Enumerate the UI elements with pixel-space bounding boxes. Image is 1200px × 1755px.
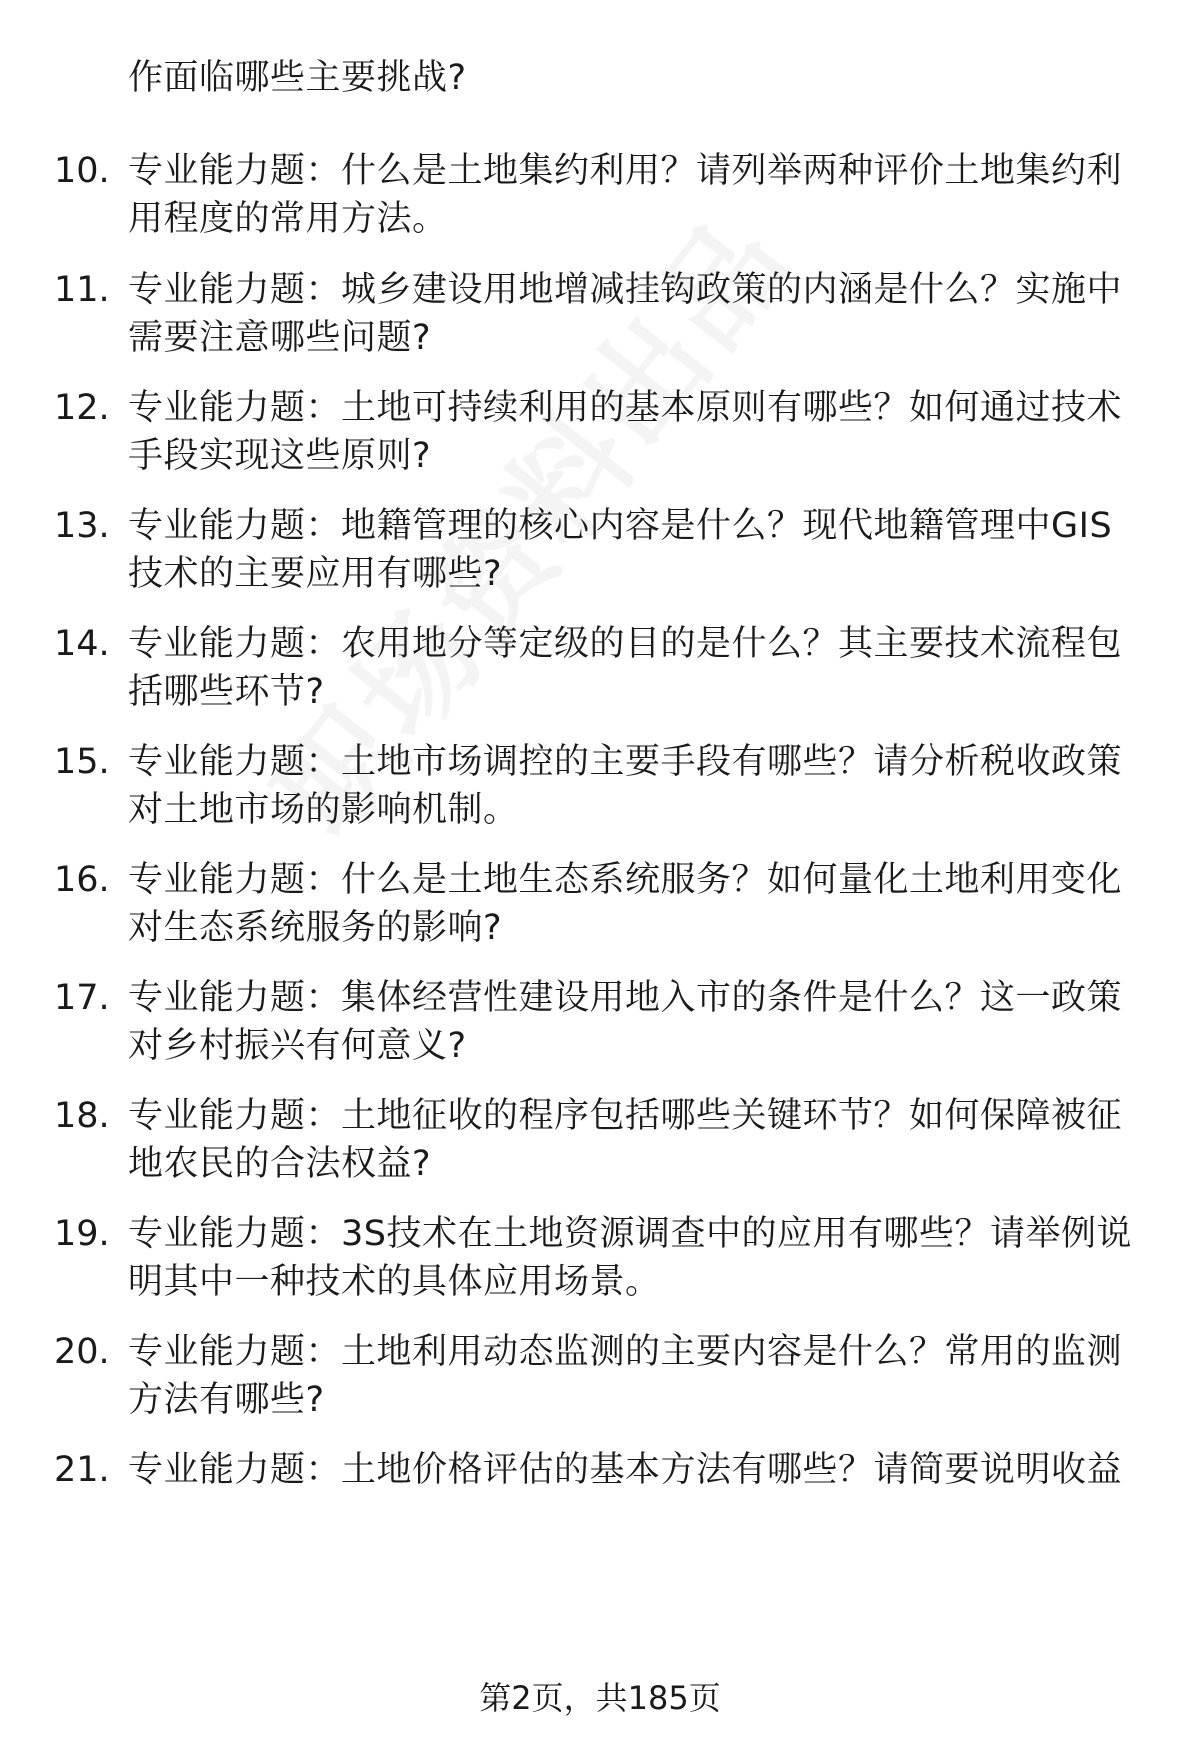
item-number: 12. <box>54 388 110 428</box>
item-number: 14. <box>54 624 110 664</box>
item-number: 10. <box>54 151 110 191</box>
intro-tail-text: 作面临哪些主要挑战? <box>128 58 467 98</box>
item-text-line2: 技术的主要应用有哪些? <box>128 554 503 594</box>
item-text-line2: 手段实现这些原则? <box>128 436 432 476</box>
item-text-line1: 专业能力题：地籍管理的核心内容是什么？现代地籍管理中GIS <box>128 506 1113 546</box>
item-number: 16. <box>54 860 110 900</box>
item-text-line1: 专业能力题：3S技术在土地资源调查中的应用有哪些？请举例说 <box>128 1214 1132 1254</box>
item-text-line1: 专业能力题：土地市场调控的主要手段有哪些？请分析税收政策 <box>128 742 1123 782</box>
item-number: 19. <box>54 1214 110 1254</box>
item-text-line2: 对乡村振兴有何意义? <box>128 1026 467 1066</box>
item-text-line2: 方法有哪些? <box>128 1380 325 1420</box>
page-footer: 第2页，共185页 <box>479 1679 721 1717</box>
item-text-line2: 地农民的合法权益? <box>128 1144 432 1184</box>
item-text-line1: 专业能力题：土地可持续利用的基本原则有哪些？如何通过技术 <box>128 388 1123 428</box>
item-text-line1: 专业能力题：土地利用动态监测的主要内容是什么？常用的监测 <box>128 1332 1123 1372</box>
item-number: 20. <box>54 1332 110 1372</box>
item-text-line1: 专业能力题：农用地分等定级的目的是什么？其主要技术流程包 <box>128 624 1123 664</box>
item-text-line2: 用程度的常用方法。 <box>128 199 448 239</box>
item-text-line2: 明其中一种技术的具体应用场景。 <box>128 1262 661 1302</box>
item-text-line1: 专业能力题：土地价格评估的基本方法有哪些？请简要说明收益 <box>128 1450 1123 1490</box>
item-number: 15. <box>54 742 110 782</box>
item-text-line1: 专业能力题：集体经营性建设用地入市的条件是什么？这一政策 <box>128 978 1123 1018</box>
item-text-line1: 专业能力题：什么是土地集约利用？请列举两种评价土地集约利 <box>128 151 1123 191</box>
item-text-line1: 专业能力题：什么是土地生态系统服务？如何量化土地利用变化 <box>128 860 1123 900</box>
item-number: 17. <box>54 978 110 1018</box>
item-number: 21. <box>54 1450 110 1490</box>
item-text-line1: 专业能力题：土地征收的程序包括哪些关键环节？如何保障被征 <box>128 1096 1123 1136</box>
item-number: 11. <box>54 270 110 310</box>
item-text-line1: 专业能力题：城乡建设用地增减挂钩政策的内涵是什么？实施中 <box>128 270 1123 310</box>
item-text-line2: 括哪些环节? <box>128 672 325 712</box>
item-text-line2: 需要注意哪些问题? <box>128 318 432 358</box>
item-text-line2: 对生态系统服务的影响? <box>128 908 503 948</box>
item-number: 13. <box>54 506 110 546</box>
item-text-line2: 对土地市场的影响机制。 <box>128 790 519 830</box>
item-number: 18. <box>54 1096 110 1136</box>
